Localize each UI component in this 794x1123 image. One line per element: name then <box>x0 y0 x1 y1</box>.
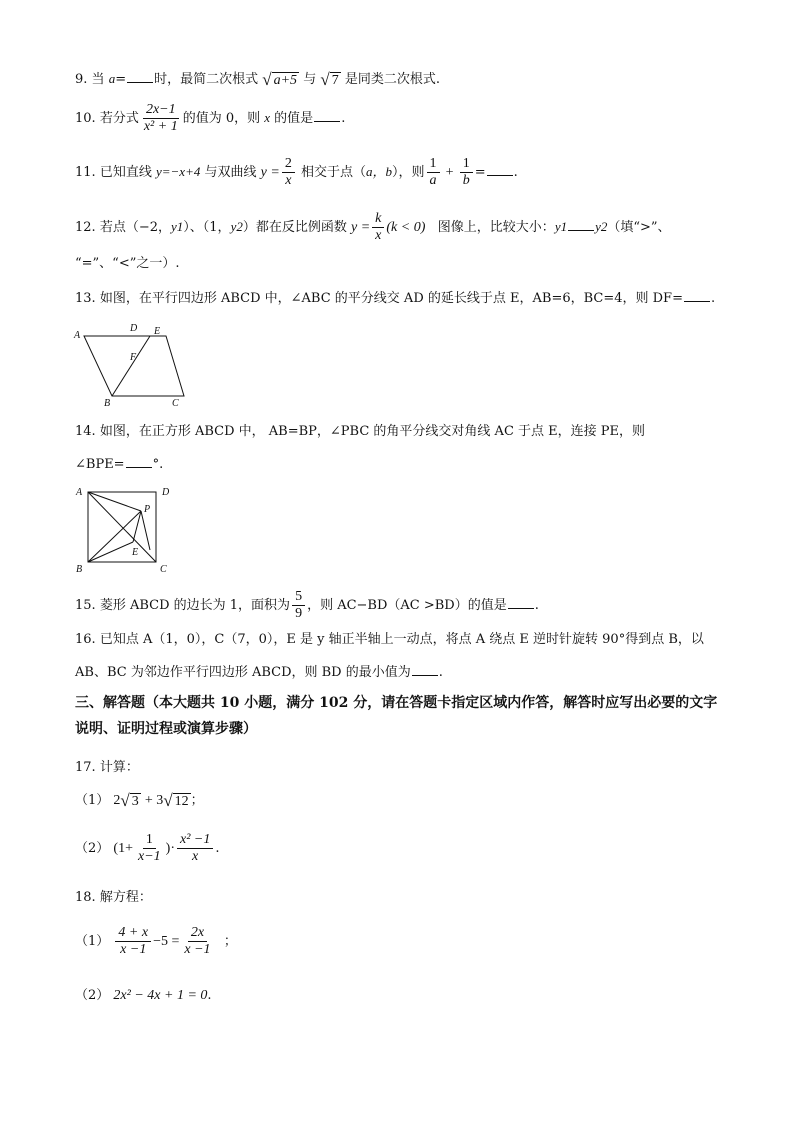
label-p: P <box>144 504 151 515</box>
question-number: 17. <box>75 760 96 775</box>
fraction: $\frac{5}{9}$ <box>292 589 305 622</box>
label-a: A <box>76 487 83 498</box>
segment-be <box>88 542 133 562</box>
question-16-line2: AB、BC 为邻边作平行四边形 ABCD，则 BD 的最小值为 . <box>75 665 443 680</box>
question-13: 13. 如图，在平行四边形 ABCD 中，∠ABC 的平分线交 AD 的延长线于点 E，AB=6，BC=4，则 DF= . <box>75 291 716 306</box>
answer-blank <box>127 70 153 83</box>
question-9: 9. 当 a= 时，最简二次根式 √ a+5 与 √ 7 是同类二次根式. <box>75 70 440 89</box>
question-17-part2: （2） (1+ $\frac{1}{x-1}$ )· $\frac{\text{x² −1}}{x}$ . <box>75 832 220 865</box>
answer-blank <box>314 109 340 122</box>
answer-blank <box>568 218 594 231</box>
radical: √ a+5 <box>262 70 298 89</box>
radical: √ 7 <box>320 70 339 89</box>
answer-blank <box>508 596 534 609</box>
answer-blank <box>412 663 438 676</box>
segment-ap <box>88 492 141 511</box>
question-18-part2: （2） 2x² − 4x + 1 = 0. <box>75 988 212 1003</box>
question-12: 12. 若点（−2，y1）、（1，y2）都在反比例函数 y = $\frac{k}{x}$ (k < 0) 图像上，比较大小：y1 y2（填“>”、 <box>75 211 671 244</box>
question-number: 14. <box>75 424 96 439</box>
label-a: A <box>74 330 81 341</box>
segment-be <box>112 336 150 396</box>
question-18: 18. 解方程： <box>75 890 152 905</box>
square-figure <box>70 484 180 574</box>
question-10: 10. 若分式 $\frac{2x-1}{\text{x² + 1}}$ 的值为 0，则 x 的值是 . <box>75 102 346 135</box>
radical: √ 12 <box>163 791 189 810</box>
fraction: $\frac{2}{x}$ <box>282 156 295 189</box>
question-number: 15. <box>75 598 96 614</box>
label-e: E <box>132 547 139 558</box>
question-17: 17. 计算： <box>75 760 139 775</box>
fraction: $\frac{k}{x}$ <box>372 211 384 244</box>
radical: √ 3 <box>120 791 139 810</box>
parallelogram-figure <box>70 320 190 410</box>
segment-pc <box>141 511 150 550</box>
question-number: 10. <box>75 111 96 127</box>
answer-blank <box>684 289 710 302</box>
label-e: E <box>154 326 161 337</box>
fraction: $\frac{1}{b}$ <box>460 156 473 189</box>
question-number: 13. <box>75 291 96 306</box>
question-number: 18. <box>75 890 96 905</box>
question-14: 14. 如图，在正方形 ABCD 中， AB=BP，∠PBC 的角平分线交对角线 AC 于点 E，连接 PE，则 <box>75 424 646 439</box>
fraction: $\frac{\text{x² −1}}{x}$ <box>177 832 213 865</box>
fraction: $\frac{4 + x}{x -1}$ <box>115 925 151 958</box>
label-c: C <box>160 564 167 574</box>
question-12-line2: “=”、“<”之一）. <box>75 256 180 271</box>
question-number: 9. <box>75 72 88 87</box>
question-number: 16. <box>75 632 96 647</box>
answer-blank <box>126 455 152 468</box>
question-14-line2: ∠BPE= °. <box>75 457 164 472</box>
label-b: B <box>76 564 83 574</box>
answer-blank <box>487 163 513 176</box>
fraction: $\frac{1}{a}$ <box>427 156 440 189</box>
parallelogram-abcd <box>84 336 184 396</box>
question-16: 16. 已知点 A（1，0），C（7，0），E 是 y 轴正半轴上一动点，将点 A 绕点 E 逆时针旋转 90°得到点 B，以 <box>75 632 704 647</box>
segment-pe <box>133 511 141 542</box>
section-heading: 三、解答题（本大题共 10 小题，满分 102 分，请在答题卡指定区域内作答，解答时应写出必要的文字说明、证明过程或演算步骤） <box>75 695 718 737</box>
fraction: $\frac{1}{x-1}$ <box>137 832 161 865</box>
fraction: $\frac{2x}{x -1}$ <box>184 925 211 958</box>
label-b: B <box>104 398 111 409</box>
question-number: 12. <box>75 220 96 236</box>
label-f: F <box>130 352 137 363</box>
label-d: D <box>162 487 170 498</box>
question-number: 11. <box>75 165 96 181</box>
label-d: D <box>130 323 138 334</box>
fraction: $\frac{2x-1}{\text{x² + 1}}$ <box>143 102 178 135</box>
question-15: 15. 菱形 ABCD 的边长为 1，面积为 $\frac{5}{9}$ ，则 AC−BD（AC >BD）的值是 . <box>75 589 539 622</box>
question-17-part1: （1） 2 √ 3 + 3 √ 12 ； <box>75 791 204 810</box>
question-18-part1: （1） $\frac{4 + x}{x -1}$ −5 = $\frac{2x}{x -1}$ ； <box>75 925 237 958</box>
label-c: C <box>172 398 179 409</box>
question-11: 11. 已知直线 y=−x+4 与双曲线 y = $\frac{2}{x}$ 相交于点（a，b），则 $\frac{1}{a}$ + $\frac{1}{b}$ = . <box>75 156 518 189</box>
